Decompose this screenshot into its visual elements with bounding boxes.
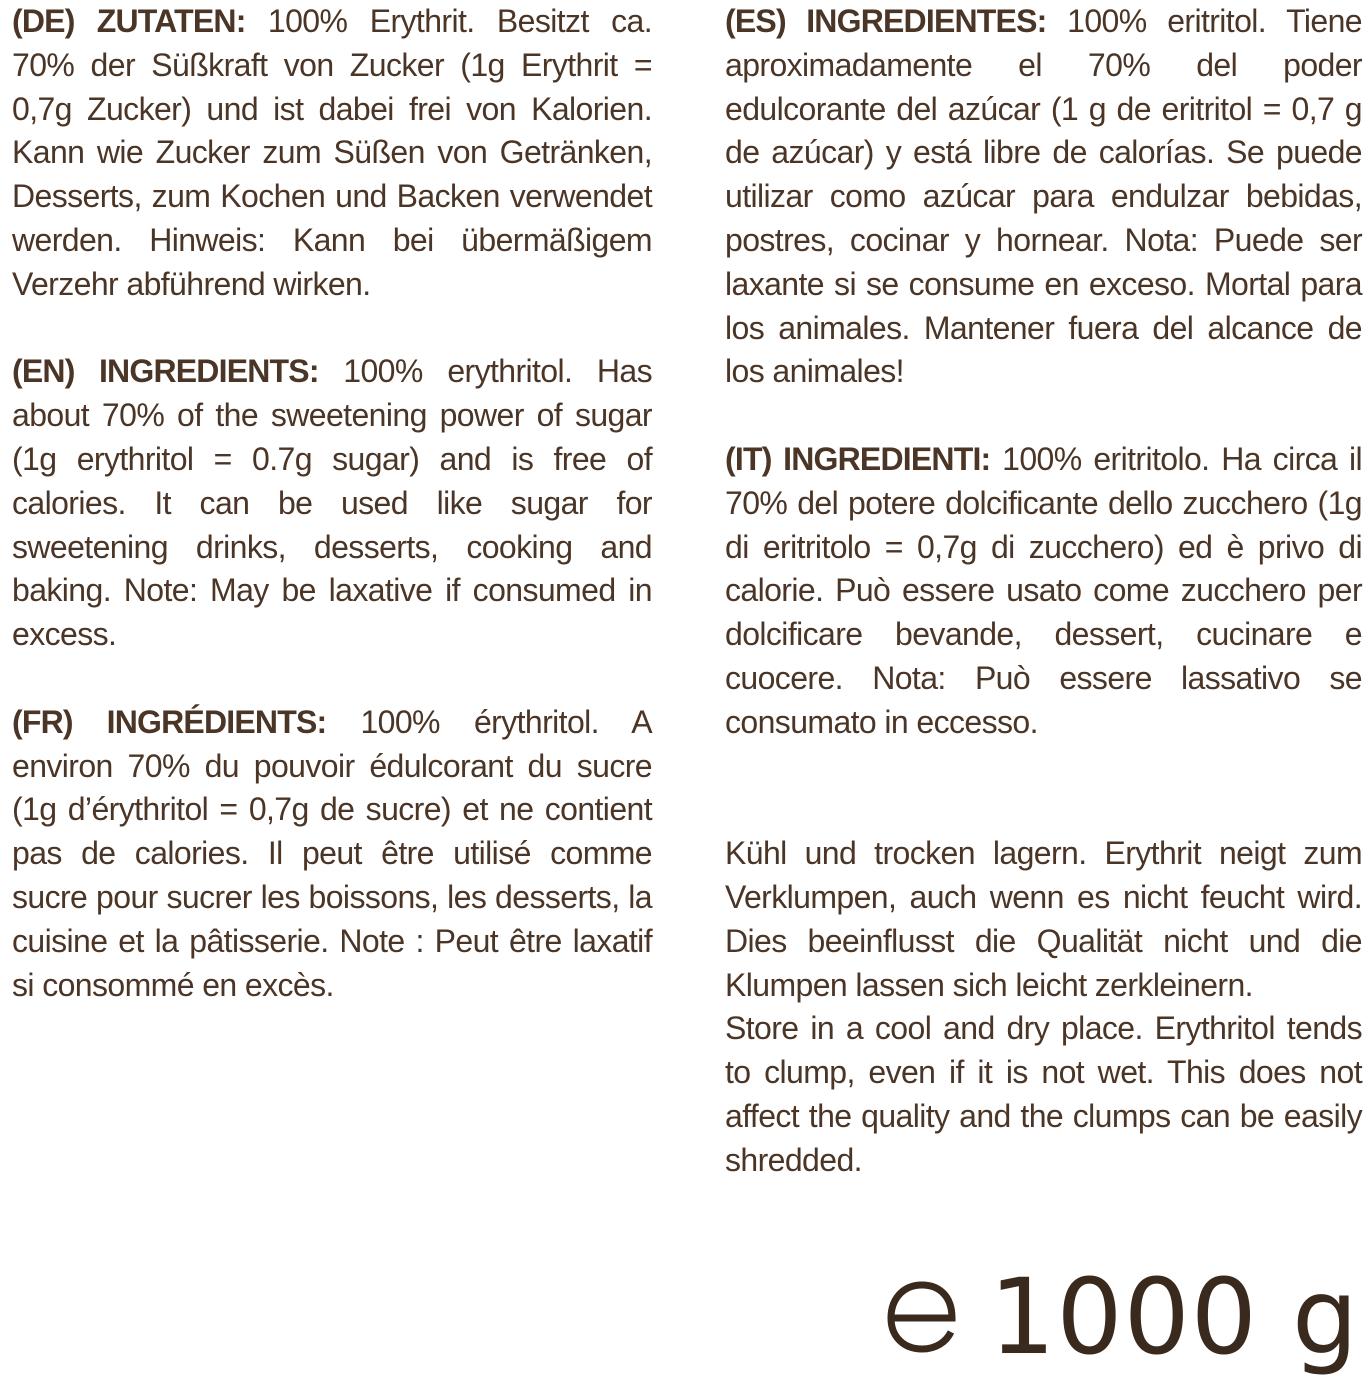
ingredients-fr-label: (FR) INGRÉDIENTS: — [12, 703, 327, 740]
ingredients-en-text: 100% erythritol. Has about 70% of the sweetening power of sugar (1g erythritol = 0.7g sugar) and is free of calories. It can be used like sugar for sweetening drinks, desserts, cooking and baking. Note: May be laxative if consumed in excess. — [12, 353, 652, 653]
net-weight — [883, 1256, 1359, 1378]
ingredients-fr-text: 100% érythritol. A environ 70% du pouvoir édulcorant du sucre (1g d’érythritol = 0,7g de sucre) et ne contient pas de calories. Il peut être utilisé comme sucre pour sucrer les boissons, les desserts, la cuisine et la pâtisserie. Note : Peut être laxatif si consommé en excès. — [12, 703, 652, 1003]
ingredients-en-label: (EN) INGREDIENTS: — [12, 353, 319, 390]
ingredients-es-label: (ES) INGREDIENTES: — [725, 3, 1047, 39]
storage-note-de: Kühl und trocken lagern. Erythrit neigt zum Verklumpen, auch wenn es nicht feucht wird. Dies beeinflusst die Qualität nicht und die Klumpen lassen sich leicht zerkleinern. — [725, 835, 1362, 1003]
left-column — [12, 0, 652, 1007]
ingredients-en — [12, 350, 652, 657]
ingredients-it-text: 100% eritritolo. Ha circa il 70% del potere dolcificante dello zucchero (1g di eritritolo = 0,7g di zucchero) ed è privo di calorie. Può essere usato come zucchero per dolcificare bevande, dessert, cucinare e cuocere. Nota: Può essere lassativo se consumato in eccesso. — [725, 440, 1362, 740]
ingredients-de-text: 100% Erythrit. Besitzt ca. 70% der Süßkraft von Zucker (1g Erythrit = 0,7g Zucker) und ist dabei frei von Kalorien. Kann wie Zucker zum Süßen von Getränken, Desserts, zum Kochen und Backen verwendet werden. Hinweis: Kann bei übermäßigem Verzehr abführend wirken. — [12, 3, 652, 302]
ingredients-de-label: (DE) ZUTATEN: — [12, 3, 246, 39]
ingredients-fr — [12, 701, 652, 1008]
ingredients-it — [725, 438, 1362, 745]
ingredients-es-text: 100% eritritol. Tiene aproximadamente el 70% del poder edulcorante del azúcar (1 g de eritritol = 0,7 g de azúcar) y está libre de calorías. Se puede utilizar como azúcar para endulzar bebidas, postres, cocinar y hornear. Nota: Puede ser laxante si se consume en exceso. Mortal para los animales. Mantener fuera del alcance de los animales! — [725, 3, 1362, 390]
right-column — [725, 0, 1362, 1183]
storage-note-en: Store in a cool and dry place. Erythritol tends to clump, even if it is not wet. This does not affect the quality and the clumps can be easily shredded. — [725, 1010, 1362, 1178]
ingredients-it-label: (IT) INGREDIENTI: — [725, 440, 991, 477]
net-weight-value: 1000 g — [989, 1256, 1359, 1378]
ingredients-es — [725, 0, 1362, 394]
estimated-sign-icon — [883, 1277, 961, 1357]
ingredients-de — [12, 0, 652, 307]
